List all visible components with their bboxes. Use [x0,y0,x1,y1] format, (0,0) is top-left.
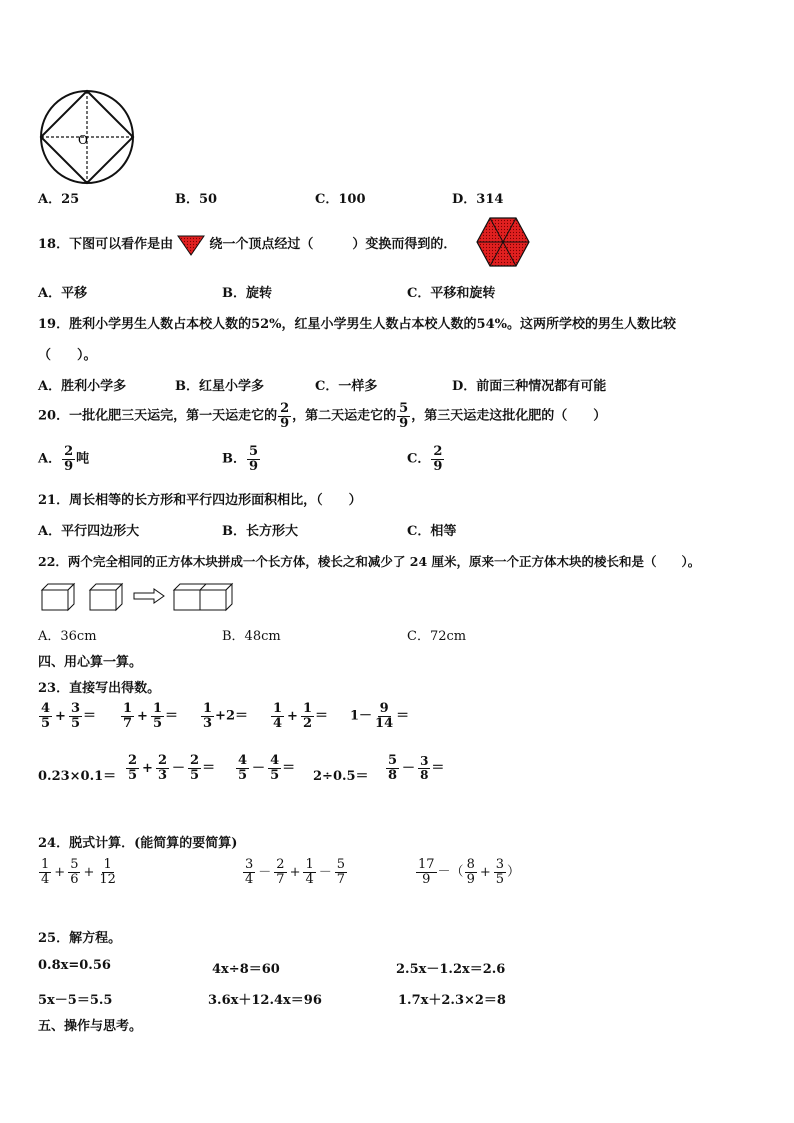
q23-expr-3: $\frac{1}{3}$ +2＝ [203,701,248,731]
q23-expr-6: 0.23×0.1＝ [38,769,117,784]
q20-option-c: C． $\frac{2}{9}$ [407,444,443,474]
red-hexagon-figure [476,216,530,268]
q19-option-c: C．一样多 [315,379,378,394]
q21-option-a: A．平行四边形大 [38,524,140,539]
q23-expr-10: $\frac{5}{8}$ － $\frac{3}{8}$ ＝ [388,753,445,783]
q23-expr-8: $\frac{4}{5}$ － $\frac{4}{5}$ ＝ [238,753,296,783]
q22-option-a: A．36cm [38,629,97,644]
q25-equation-4: 5x－5＝5.5 [38,993,113,1008]
q19-stem: 19．胜利小学男生人数占本校人数的52%，红星小学男生人数占本校人数的54%。这两所学校的男生人数比较 [38,317,676,332]
q23-expr-1: $\frac{4}{5}$ + $\frac{3}{5}$ ＝ [41,701,97,731]
q19-stem-blank: （ ）。 [38,348,97,363]
q17-option-b: B．50 [175,192,218,207]
q24-expr-2: $\frac{3}{4}$ － $\frac{2}{7}$ + $\frac{1}{4}$ － $\frac{5}{7}$ [245,857,346,887]
q21-option-b: B．长方形大 [222,524,298,539]
q22-stem: 22．两个完全相同的正方体木块拼成一个长方体，棱长之和减少了 24 厘米，原来一个正方体木块的棱长和是（ ）。 [38,554,701,569]
q24-stem: 24．脱式计算．(能简算的要简算) [38,836,238,851]
q19-option-d: D．前面三种情况都有可能 [452,379,607,394]
q17-option-c: C．100 [315,192,366,207]
q17-option-a: A．25 [38,192,80,207]
q23-expr-5: 1－ $\frac{9}{14}$ ＝ [350,701,410,731]
q17-circle-figure [38,88,136,186]
q25-equation-6: 1.7x＋2.3×2＝8 [398,993,506,1008]
q25-equation-5: 3.6x＋12.4x＝96 [208,993,322,1008]
circle-center-label: O [78,133,88,147]
section-5-heading: 五、操作与思考。 [38,1019,143,1034]
q17-option-d: D．314 [452,192,504,207]
q18-stem: 18．下图可以看作是由 绕一个顶点经过（ ）变换而得到的． [38,233,456,256]
q20-option-b: B． $\frac{5}{9}$ [222,444,259,474]
q18-option-c: C．平移和旋转 [407,286,496,301]
cube-icon [42,584,74,610]
cuboid-icon [174,584,232,610]
q23-stem: 23．直接写出得数。 [38,681,161,696]
q24-expr-3: $\frac{17}{9}$ －（ $\frac{8}{9}$ + $\frac{3}{5}$ ） [418,857,521,887]
q18-option-b: B．旋转 [222,286,272,301]
arrow-right-icon [134,589,164,603]
q19-option-b: B．红星小学多 [175,379,264,394]
fraction: $\frac{2}{9}$ [280,401,290,431]
q23-expr-7: $\frac{2}{5}$ + $\frac{2}{3}$ － $\frac{2}{5}$ ＝ [128,753,216,783]
q22-option-b: B．48cm [222,629,281,644]
q25-stem: 25．解方程。 [38,931,122,946]
q21-stem: 21．周长相等的长方形和平行四边形面积相比，（ ） [38,493,362,508]
q18-option-a: A．平移 [38,286,88,301]
cube-icon [90,584,122,610]
q25-equation-1: 0.8x=0.56 [38,958,111,973]
q23-expr-2: $\frac{1}{7}$ + $\frac{1}{5}$ ＝ [123,701,179,731]
q25-equation-2: 4x÷8＝60 [212,962,280,977]
q22-option-c: C．72cm [407,629,467,644]
q23-expr-9: 2÷0.5＝ [313,769,369,784]
q20-stem: 20．一批化肥三天运完，第一天运走它的 $\frac{2}{9}$ ，第二天运走它的 $\frac{5}{9}$ ，第三天运走这批化肥的（ ） [38,401,607,431]
q24-expr-1: $\frac{1}{4}$ + $\frac{5}{6}$ + $\frac{1}{12}$ [41,857,116,887]
cubes-figure [40,582,240,612]
q25-equation-3: 2.5x－1.2x＝2.6 [396,962,506,977]
q23-expr-4: $\frac{1}{4}$ + $\frac{1}{2}$ ＝ [273,701,329,731]
section-4-heading: 四、用心算一算。 [38,655,143,670]
q20-option-a: A． $\frac{2}{9}$ 吨 [38,444,90,474]
q21-option-c: C．相等 [407,524,457,539]
fraction: $\frac{5}{9}$ [399,401,409,431]
q19-option-a: A．胜利小学多 [38,379,127,394]
red-triangle-icon [177,234,205,256]
